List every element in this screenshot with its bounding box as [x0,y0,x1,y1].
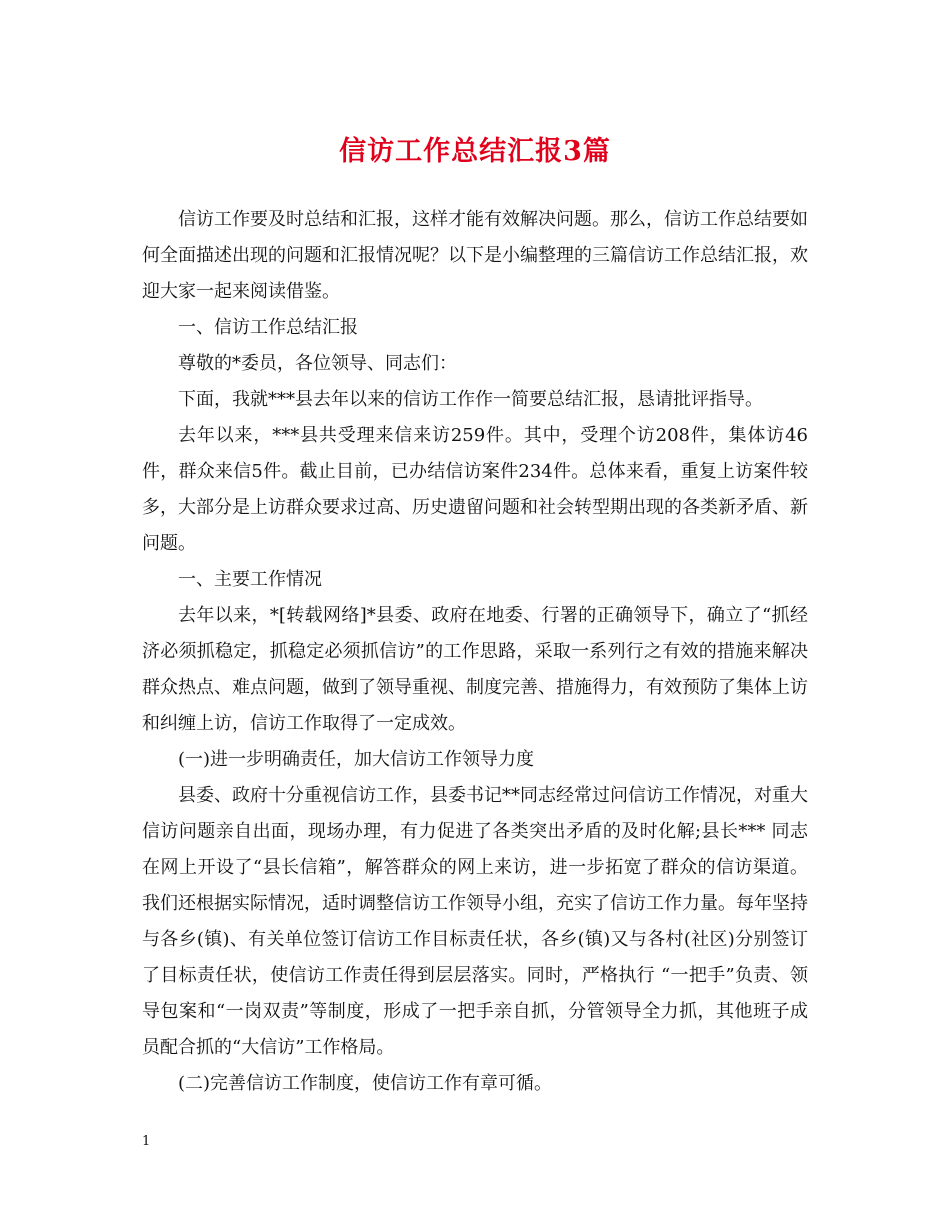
document-title: 信访工作总结汇报3篇 [339,136,611,167]
body-paragraph: 去年以来，***县共受理来信来访259件。其中，受理个访208件，集体访46件，群众来信5件。截止目前，已办结信访案件234件。总体来看，重复上访案件较多，大部分是上访群众要求过高、历史遗留问题和社会转型期出现的各类新矛盾、新问题。 [142,425,808,554]
page-number: 1 [142,1134,151,1149]
section-heading: 一、信访工作总结汇报 [178,317,358,338]
salutation: 尊敬的*委员，各位领导、同志们： [178,353,457,374]
section-heading: 一、主要工作情况 [178,569,322,590]
intro-paragraph: 信访工作要及时总结和汇报，这样才能有效解决问题。那么，信访工作总结要如何全面描述出现的问题和汇报情况呢？以下是小编整理的三篇信访工作总结汇报，欢迎大家一起来阅读借鉴。 [142,209,808,302]
document-body [142,202,808,1102]
body-paragraph: 去年以来，*[转载网络]*县委、政府在地委、行署的正确领导下，确立了“抓经济必须抓稳定，抓稳定必须抓信访”的工作思路，采取一系列行之有效的措施来解决群众热点、难点问题，做到了领导重视、制度完善、措施得力，有效预防了集体上访和纠缠上访，信访工作取得了一定成效。 [142,605,808,734]
subsection-heading: (一)进一步明确责任，加大信访工作领导力度 [178,749,535,770]
subsection-heading: (二)完善信访工作制度，使信访工作有章可循。 [178,1073,553,1094]
body-paragraph: 县委、政府十分重视信访工作，县委书记**同志经常过问信访工作情况，对重大信访问题亲自出面，现场办理，有力促进了各类突出矛盾的及时化解;县长*** 同志在网上开设了“县长信箱”，解答群众的网上来访，进一步拓宽了群众的信访渠道。我们还根据实际情况，适时调整信访工作领导小组，充实了信访工作力量。每年坚持与各乡(镇)、有关单位签订信访工作目标责任状，各乡(镇)又与各村(社区)分别签订了目标责任状，使信访工作责任得到层层落实。同时，严格执行 “一把手”负责、领导包案和“一岗双责”等制度，形成了一把手亲自抓，分管领导全力抓，其他班子成员配合抓的“大信访”工作格局。 [142,785,808,1058]
body-paragraph: 下面，我就***县去年以来的信访工作作一简要总结汇报，恳请批评指导。 [178,389,763,410]
